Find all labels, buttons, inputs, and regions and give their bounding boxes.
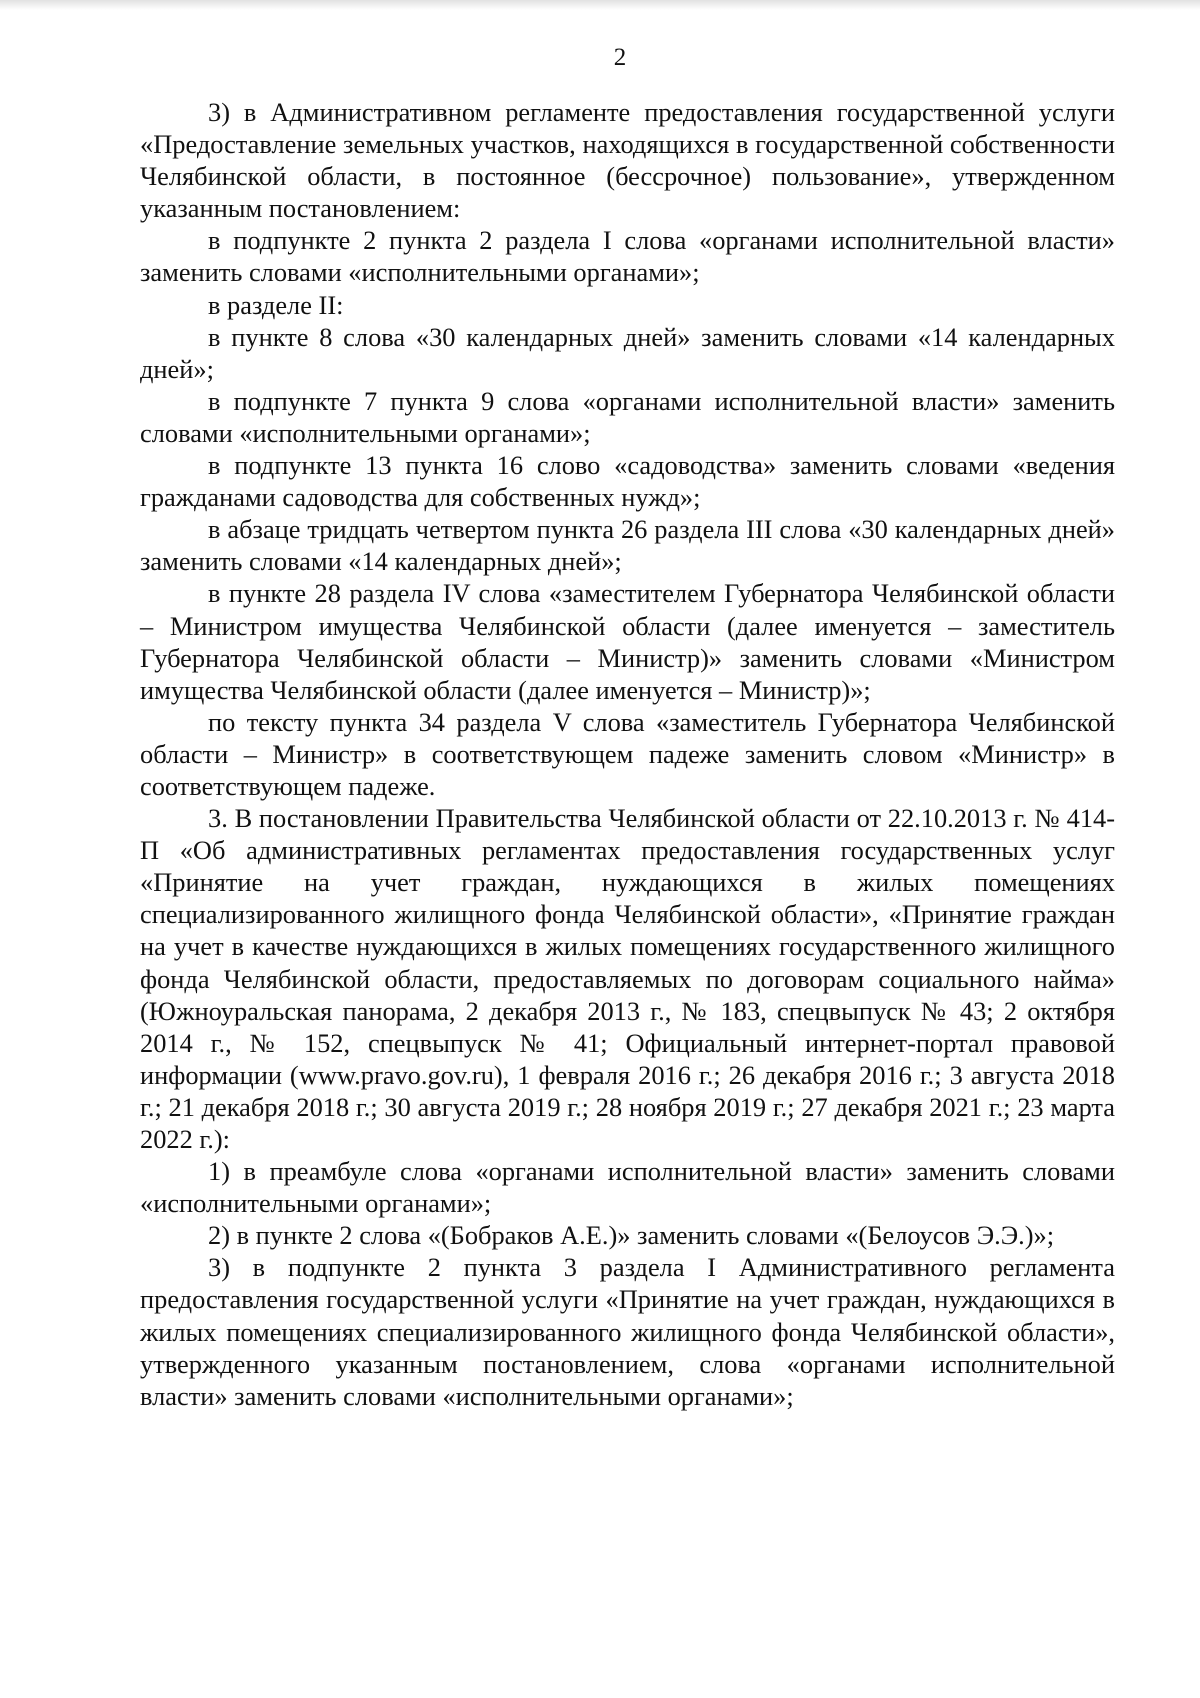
paragraph-section-3-resolution: 3. В постановлении Правительства Челябинской области от 22.10.2013 г. № 414-П «Об административных регламентах предоставления государственных услуг «Принятие на учет граждан, нуждающихся в жилых помещениях специализированного жилищного фонда Челябинской области», «Принятие граждан на учет в качестве нуждающихся в жилых помещениях государственного жилищного фонда Челябинской области, предоставляемых по договорам социального найма» (Южноуральская панорама, 2 декабря 2013 г., № 183, спецвыпуск № 43; 2 октября 2014 г., № 152, спецвыпуск № 41; Официальный интернет-портал правовой информации (www.pravo.gov.ru), 1 февраля 2016 г.; 26 декабря 2016 г.; 3 августа 2018 г.; 21 декабря 2018 г.; 30 августа 2019 г.; 28 ноября 2019 г.; 27 декабря 2021 г.; 23 марта 2022 г.): xyxy=(140,803,1115,1154)
paragraph-section-2-heading: в разделе II: xyxy=(208,289,344,320)
paragraph-subpoint-13-point-16: в подпункте 13 пункта 16 слово «садоводства» заменить словами «ведения гражданами садоводства для собственных нужд»; xyxy=(140,450,1115,513)
page-number: 2 xyxy=(613,44,627,71)
paragraph-point-8: в пункте 8 слова «30 календарных дней» заменить словами «14 календарных дней»; xyxy=(140,321,1115,384)
paragraph-point-34: по тексту пункта 34 раздела V слова «заместитель Губернатора Челябинской области – Министр» в соответствующем падеже заменить словом «Министр» в соответствующем падеже. xyxy=(140,706,1115,801)
scan-edge xyxy=(0,0,1200,10)
paragraph-point-26: в абзаце тридцать четвертом пункта 26 раздела III слова «30 календарных дней» заменить словами «14 календарных дней»; xyxy=(140,514,1115,577)
paragraph-point-2: 2) в пункте 2 слова «(Бобраков А.Е.)» заменить словами «(Белоусов Э.Э.)»; xyxy=(208,1220,1055,1251)
paragraph-point-28: в пункте 28 раздела IV слова «заместителем Губернатора Челябинской области – Министром имущества Челябинской области (далее именуется – заместитель Губернатора Челябинской области – Министр)» заменить словами «Министром имущества Челябинской области (далее именуется – Министр)»; xyxy=(140,578,1115,705)
paragraph-amendment-3-regulation: 3) в Административном регламенте предоставления государственной услуги «Предоставление земельных участков, находящихся в государственной собственности Челябинской области, в постоянное (бессрочное) пользование», утвержденном указанным постановлением: xyxy=(140,97,1115,224)
document-body xyxy=(140,96,1115,1412)
paragraph-subpoint-7-point-9: в подпункте 7 пункта 9 слова «органами исполнительной власти» заменить словами «исполнительными органами»; xyxy=(140,385,1115,448)
paragraph-subpoint-2-point-2: в подпункте 2 пункта 2 раздела I слова «органами исполнительной власти» заменить словами «исполнительными органами»; xyxy=(140,225,1115,288)
paragraph-subpoint-2-point-3: 3) в подпункте 2 пункта 3 раздела I Административного регламента предоставления государственной услуги «Принятие на учет граждан, нуждающихся в жилых помещениях специализированного жилищного фонда Челябинской области», утвержденного указанным постановлением, слова «органами исполнительной власти» заменить словами «исполнительными органами»; xyxy=(140,1252,1115,1411)
paragraph-preamble: 1) в преамбуле слова «органами исполнительной власти» заменить словами «исполнительными органами»; xyxy=(140,1156,1115,1219)
